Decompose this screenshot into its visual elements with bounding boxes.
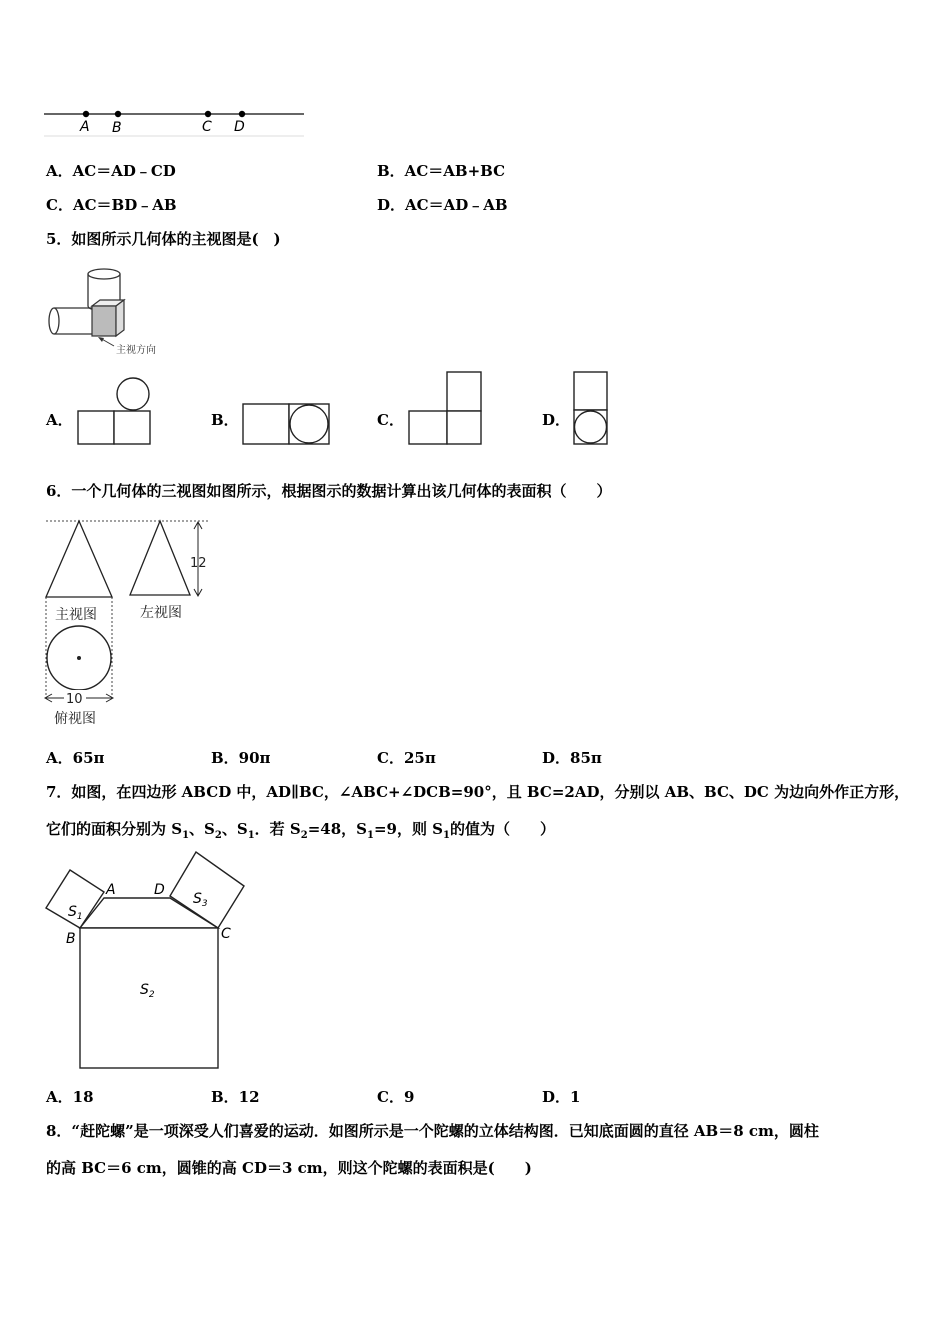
q4-number-line-figure xyxy=(42,100,308,140)
q6-option-d[interactable]: D．85π xyxy=(542,749,602,767)
front-view-label: 主视图 xyxy=(55,607,97,623)
point-d xyxy=(239,111,245,117)
q7-stem-line2: 它们的面积分别为 $S_1$、$S_2$、$S_1$．若 $S_2=48$，$S_1=9$，则 $S_1$的值为（ ） xyxy=(46,820,555,841)
top-view-label: 俯视图 xyxy=(54,711,96,727)
label-c: C xyxy=(202,119,212,135)
label-d: D xyxy=(234,119,245,135)
q5-option-d-figure[interactable] xyxy=(572,370,610,448)
label-b: B xyxy=(112,120,122,136)
q8-stem-line2: 的高 BC＝6 cm，圆锥的高 CD＝3 cm，则这个陀螺的表面积是( ) xyxy=(46,1159,532,1177)
q5-solid-figure xyxy=(44,262,168,358)
side-view-label: 左视图 xyxy=(140,605,182,621)
s1-label: $S_1$ xyxy=(68,904,83,922)
q5-option-c-label[interactable]: C． xyxy=(377,411,404,429)
vertex-d-label: D xyxy=(154,882,165,898)
point-a xyxy=(83,111,89,117)
vertex-a-label: A xyxy=(106,882,116,898)
q5-option-a-figure[interactable] xyxy=(76,377,154,447)
q5-option-b-label[interactable]: B． xyxy=(211,411,239,429)
q6-option-a[interactable]: A．65π xyxy=(46,749,105,767)
q7-option-a[interactable]: A．18 xyxy=(46,1088,94,1106)
s3-label: $S_3$ xyxy=(193,891,208,909)
q4-option-b[interactable]: B．AC＝AB+BC xyxy=(377,162,506,180)
front-view-triangle xyxy=(46,521,112,597)
q5-option-a-label[interactable]: A． xyxy=(46,411,73,429)
q6-stem: 6．一个几何体的三视图如图所示，根据图示的数据计算出该几何体的表面积（ ） xyxy=(46,482,612,500)
view-direction-label: 主视方向 xyxy=(116,345,156,356)
q7-quadrilateral-figure xyxy=(42,848,252,1076)
q6-option-c[interactable]: C．25π xyxy=(377,749,436,767)
q5-option-d-label[interactable]: D． xyxy=(542,411,571,429)
s2-label: $S_2$ xyxy=(140,982,155,1000)
diameter-value: 10 xyxy=(66,692,83,707)
q4-option-d[interactable]: D．AC＝AD﹣AB xyxy=(377,196,508,214)
q7-option-d[interactable]: D．1 xyxy=(542,1088,581,1106)
q7-stem-line1: 7．如图，在四边形 ABCD 中，AD∥BC，∠ABC+∠DCB=90°，且 BC=2AD，分别以 AB、BC、DC 为边向外作正方形， xyxy=(46,783,910,801)
q5-stem: 5．如图所示几何体的主视图是( ) xyxy=(46,230,281,248)
q5-option-b-figure[interactable] xyxy=(242,403,332,447)
height-value: 12 xyxy=(190,556,207,571)
q8-stem-line1: 8．“赶陀螺”是一项深受人们喜爱的运动．如图所示是一个陀螺的立体结构图．已知底面圆的直径 AB＝8 cm，圆柱 xyxy=(46,1122,819,1140)
vertex-c-label: C xyxy=(221,926,231,942)
q4-option-c[interactable]: C．AC＝BD﹣AB xyxy=(46,196,177,214)
label-a: A xyxy=(80,119,90,135)
side-view-triangle xyxy=(130,521,190,595)
q7-option-c[interactable]: C．9 xyxy=(377,1088,415,1106)
point-c xyxy=(205,111,211,117)
q7-option-b[interactable]: B．12 xyxy=(211,1088,260,1106)
q4-option-a[interactable]: A．AC＝AD﹣CD xyxy=(46,162,176,180)
q5-option-c-figure[interactable] xyxy=(407,370,485,448)
vertex-b-label: B xyxy=(66,931,76,947)
q6-option-b[interactable]: B．90π xyxy=(211,749,271,767)
q6-three-views-figure xyxy=(40,515,220,735)
point-b xyxy=(115,111,121,117)
